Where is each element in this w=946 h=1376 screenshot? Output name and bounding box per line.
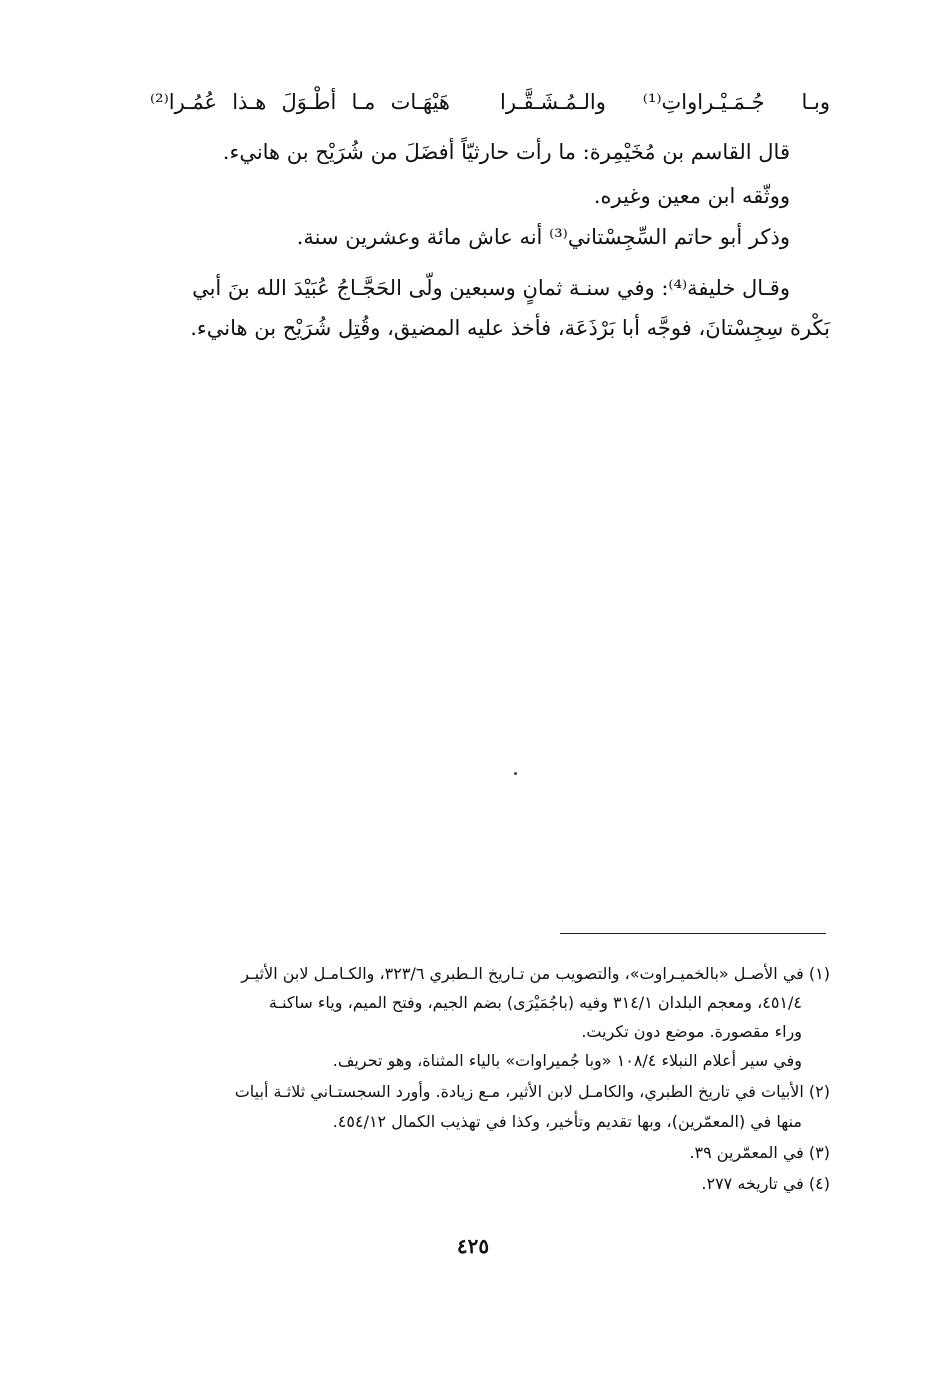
footnote-divider — [560, 933, 826, 934]
footnote-2-line2: منها في (المعمّرين)، وبها تقديم وتأخير، وكذا في تهذيب الكمال ٤٥٤/١٢. — [332, 1112, 802, 1131]
footnote-1-line3: وراء مقصورة. موضع دون تكريت. — [581, 1022, 802, 1041]
paragraph-abu-hatim: وذكر أبو حاتم السِّجِسْتاني⁽³⁾ أنه عاش مائة وعشرين سنة. — [296, 225, 790, 249]
footnote-1-line2: ٤٥١/٤، ومعجم البلدان ٣١٤/١ وفيه (باجُمَيْرَى) بضم الجيم، وفتح الميم، وياء ساكنـة — [268, 993, 802, 1012]
footnote-3: (٣) في المعمّرين ٣٩. — [689, 1143, 830, 1162]
verse-first-hemistich: وبـا جُـمَـيْـراواتِ⁽¹⁾ والـمُـشَـقَّـرا — [500, 90, 830, 114]
paragraph-khalifa-line2: بَكْرة سِجِسْتانَ، فوجَّه أبا بَرْذَعَة، فأخذ عليه المضيق، وقُتِل شُرَيْح بن هانيء. — [190, 316, 830, 340]
poetry-verse — [140, 86, 830, 126]
footnote-1-line4: وفي سير أعلام النبلاء ١٠٨/٤ «وبا جُميراوات» بالياء المثناة، وهو تحريف. — [332, 1051, 802, 1070]
paragraph-khalifa-line1: وقـال خليفة⁽⁴⁾: وفي سنـة ثمانٍ وسبعين ولّى الحَجَّـاجُ عُبَيْدَ الله بنَ أبي — [192, 276, 790, 300]
footnote-2-line1: (٢) الأبيات في تاريخ الطبري، والكامـل لابن الأثير، مـع زيادة. وأورد السجستـاني ثلاثـة أبيات — [234, 1082, 830, 1101]
paragraph-qasim: قال القاسم بن مُخَيْمِرة: ما رأت حارثيّاً أفضَلَ من شُرَيْح بن هانيء. — [222, 140, 790, 164]
footnote-1-line1: (١) في الأصـل «بالخميـراوت»، والتصويب من تـاريخ الـطبري ٣٢٣/٦، والكـامـل لابن الأثيـر — [241, 964, 830, 983]
scan-speck — [514, 772, 517, 775]
paragraph-tawthiq: ووثّقه ابن معين وغيره. — [593, 184, 790, 208]
footnote-4: (٤) في تاريخه ٢٧٧. — [701, 1174, 830, 1193]
verse-second-hemistich: هَيْهَـات مـا أطْـوَلَ هـذا عُمُـرا⁽²⁾ — [150, 90, 450, 114]
page-number: ٤٢٥ — [456, 1234, 490, 1258]
